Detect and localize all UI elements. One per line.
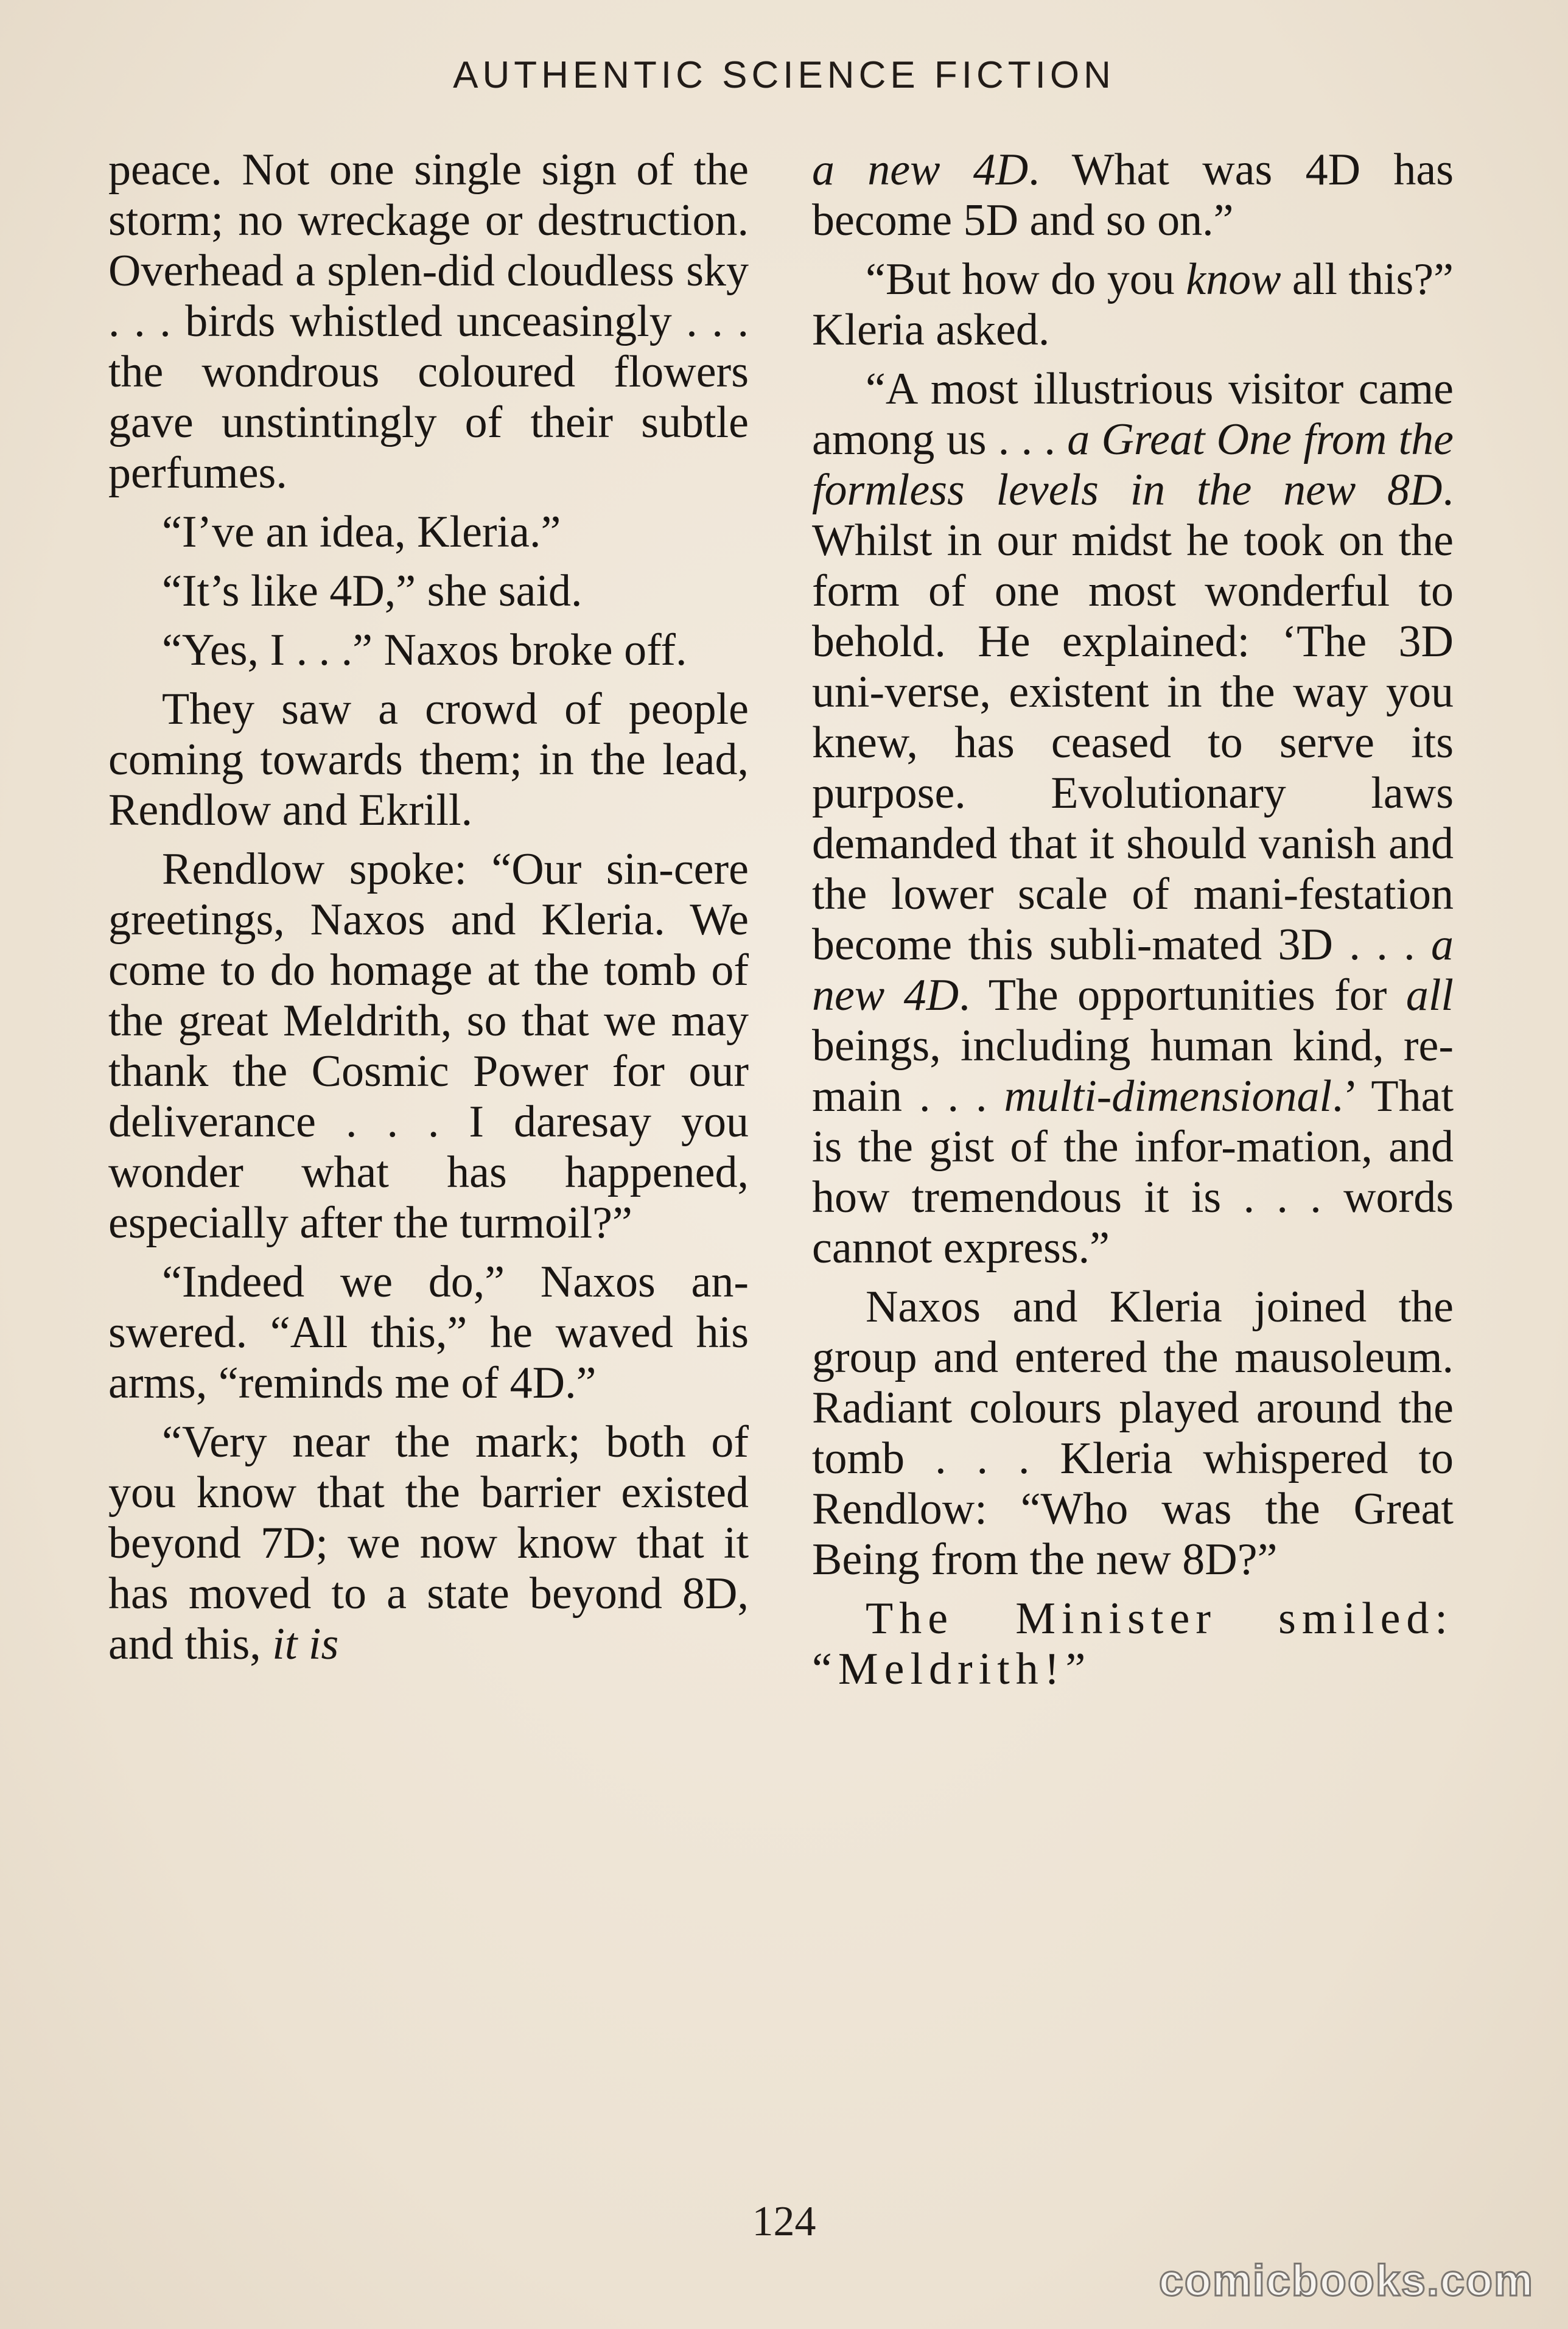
paragraph: They saw a crowd of people coming towards them; in the lead, Rendlow and Ekrill. [108, 684, 749, 835]
paragraph-text: .’ That is the gist of the infor-mation, and how tremendous it is . . . words cannot express.” [812, 1071, 1454, 1273]
paragraph: “Yes, I . . .” Naxos broke off. [162, 625, 687, 675]
paragraph [812, 254, 1454, 355]
watermark-logo: comicbooks.com [1158, 2257, 1534, 2305]
paragraph: “I’ve an idea, Kleria.” [162, 507, 561, 557]
right-column [812, 145, 1454, 1695]
paragraph-text: beings, including human kind, re-main . . . [812, 1021, 1454, 1121]
paragraph-text: . What was 4D has become 5D and so on.” [812, 145, 1454, 245]
paragraph: peace. Not one single sign of the storm; no wreckage or destruction. Overhead a splen-did cloudless sky . . . birds whistled unceasingly . . . the wondrous coloured flowers gave unstintingly of their subtle perfumes. [108, 145, 749, 498]
paragraph: Rendlow spoke: “Our sin-cere greetings, Naxos and Kleria. We come to do homage at the tomb of the great Meldrith, so that we may thank the Cosmic Power for our deliverance . . . I daresay you wonder what has happened, especially after the turmoil?” [108, 844, 749, 1248]
paragraph-text: “A most illustrious visitor came among us . . . [812, 364, 1454, 464]
paragraph-text: “Very near the mark; both of you know that the barrier existed beyond 7D; we now know that it has moved to a state beyond 8D, and this, [108, 1417, 749, 1669]
italic-text: a new 4D [812, 920, 1454, 1020]
paragraph: “It’s like 4D,” she said. [162, 566, 583, 616]
italic-text: know [1186, 254, 1281, 304]
paragraph-text: . The opportunities for [959, 970, 1406, 1020]
page-number: 124 [752, 2198, 816, 2245]
paragraph-text: . Whilst in our midst he took on the form of one most wonderful to behold. He explained: ‘The 3D uni-verse, existent in the way you knew, has ceased to serve its purpose. Evolutionary laws demanded that it should vanish and the lower scale of mani-festation become this subli-mated 3D . . . [812, 465, 1454, 970]
left-column [108, 145, 749, 1670]
italic-text: it is [272, 1619, 339, 1669]
paragraph [812, 145, 1454, 246]
running-header: AUTHENTIC SCIENCE FICTION [453, 54, 1115, 96]
paragraph: The Minister smiled: “Meldrith!” [812, 1594, 1454, 1694]
italic-text: a Great One from the formless levels in the new 8D [812, 415, 1454, 515]
paragraph: “Indeed we do,” Naxos an-swered. “All this,” he waved his arms, “reminds me of 4D.” [108, 1257, 749, 1408]
paragraph-text: “But how do you [866, 254, 1186, 304]
italic-text: a new 4D [812, 145, 1029, 195]
italic-text: multi-dimensional [1004, 1071, 1332, 1121]
paragraph [108, 1417, 749, 1670]
paragraph [812, 364, 1454, 1273]
paragraph-text: all this?” Kleria asked. [812, 254, 1454, 355]
paragraph: Naxos and Kleria joined the group and entered the mausoleum. Radiant colours played around the tomb . . . Kleria whispered to Rendlow: “Who was the Great Being from the new 8D?” [812, 1282, 1454, 1585]
italic-text: all [1405, 970, 1454, 1020]
